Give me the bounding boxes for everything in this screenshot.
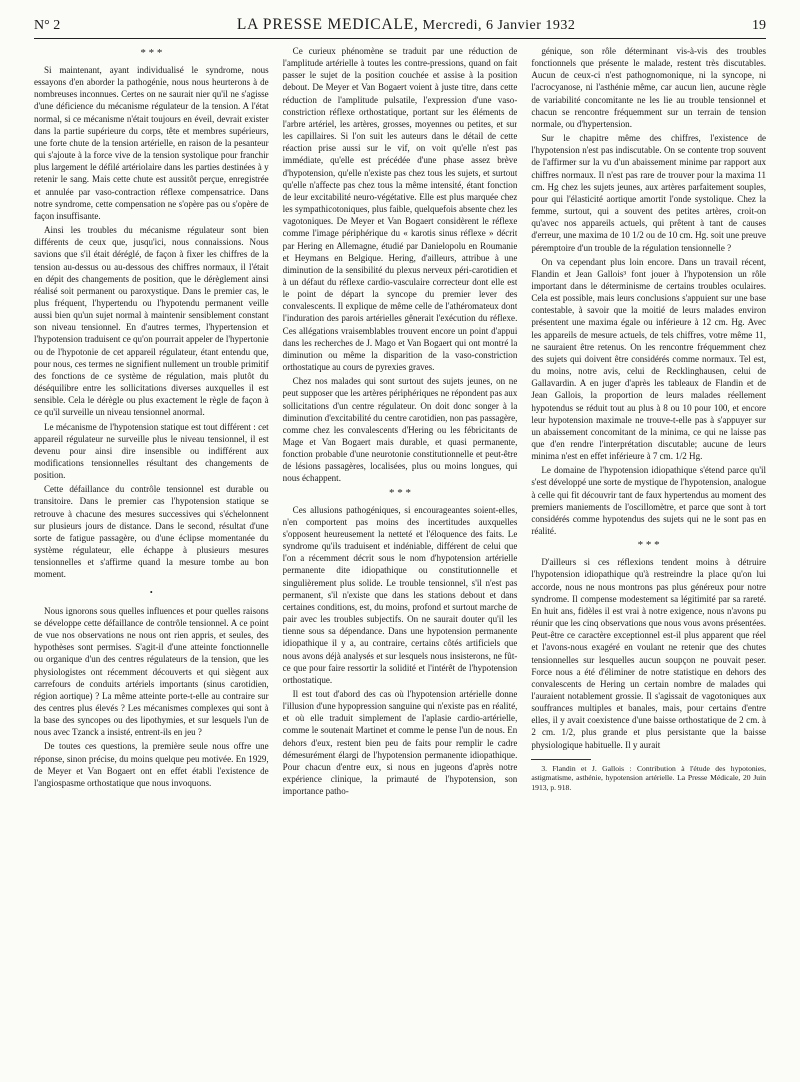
journal-title <box>237 16 576 34</box>
paragraph: génique, son rôle déterminant vis-à-vis des troubles fonctionnels que présente le malade, restent très discutables. Aucun de ceux-ci n'est pathognomonique, ni la syncope, ni l'acrocyanose, ni l'asthénie même, car aucun lien, aucune règle de variabilité concomitante ne les lie au trouble tensionnel et chacun se rencontre fréquemment sur un terrain de tension normale, ou d'hypertension. <box>531 46 767 129</box>
issue-number: N° 2 <box>34 18 61 33</box>
paragraph: Il est tout d'abord des cas où l'hypotension artérielle donne l'illusion d'une hypopression sanguine qui n'existe pas en réalité, et où elle traduit simplement de l'aplasie cardio-artérielle, comme le soutenait Martinet et comme le pense l'un de nous. En dehors d'eux, restent bien peu de faits pour remplir le cadre démesurément élargi de l'hypotension permanente idiopathique. Pour chacun d'entre eux, si nous en jugeons d'après notre expérience clinique, la primauté de l'hypotension, son importance patho- <box>282 688 518 797</box>
page-number: 19 <box>751 18 766 33</box>
paragraph: Ce curieux phénomène se traduit par une réduction de l'amplitude artérielle à toutes les contre-pressions, quand on fait passer le sujet de la position couchée et assise à la position debout. De Meyer et Van Bogaert voient à juste titre, dans cette réduction de l'amplitude pulsatile, l'expression d'une vaso-constriction réflexe orthostatique, portant sur les éléments de l'arbre artériel, les artères, grosses, moyennes ou petites, et sur les capillaires. Si l'on suit les auteurs dans le détail de cette réaction prise aussi sur le vif, on voit qu'elle n'est pas immédiate, qu'elle est précédée d'une phase assez brève d'hypotension, qu'elle n'existe pas chez tous les sujets, et surtout qu'elle n'affecte pas chez tous la même intensité, étant fonction de leur excitabilité neuro-végétative. Elle est plus marquée chez les sympathicotoniques, plus faible, quelquefois absente chez les vagotoniques. De Meyer et Van Bogaert considèrent le réflexe comme l'image périphérique du « karotis sinus réflexe » décrit par Hering en Allemagne, étudié par Danielopolu en Roumanie et Heymans en Belgique. Hering, d'ailleurs, attribue à une diminution de la sensibilité du plexus nerveux péri-carotidien et à un défaut du réflexe cardio-vasculaire correcteur dont elle est le point de départ la syncope du premier lever des convalescents. Il explique de même celle de l'athéromateux dont l'induration des parois artérielles gênerait l'exécution du réflexe. Ces allégations vraisemblables trouvent encore un point d'appui dans les recherches de J. Mago et Van Bogaert qui ont montré la diminution ou même la disparition de la vaso-constriction orthostatique au cours de pyrexies graves. <box>282 46 518 373</box>
paragraph: D'ailleurs si ces réflexions tendent moins à détruire l'hypotension idiopathique qu'à restreindre la place qu'on lui accorde, nous ne nous montrons pas plus généreux pour notre syndrome. Il compense modestement sa légitimité par sa rareté. En huit ans, fidèles il est vrai à notre exigence, nous n'avons pu réunir que les cinq observations que nous vous avons présentées. Peut-être ce caractère exceptionnel est-il plus apparent que réel et l'avons-nous exagéré en voulant ne retenir que des chutes tensionnelles sur lesquelles aucun soupçon ne pouvait peser. Force nous a été d'éliminer de notre statistique en dehors des convalescents de Hering un certain nombre de malades qui l'auraient notablement grossie. Il s'agissait de vagotoniques aux souffrances multiples et banales, mais, pour certains d'entre elles, il y avait coexistence d'une baisse orthostatique de 2 cm. à 2 cm. 1/2, plus grande et plus persistante que la baisse physiologique habituelle. Il y aurait <box>531 557 767 750</box>
paragraph: De toutes ces questions, la première seule nous offre une réponse, sinon précise, du moins quelque peu motivée. En 1929, de Meyer et Van Bogaert ont en effet établi l'existence de l'angiospasme orthostatique que nous invoquons. <box>34 741 269 788</box>
paragraph: Si maintenant, ayant individualisé le syndrome, nous essayons d'en aborder la pathogénie, nous nous heurterons à de nombreuses inconnues. Certes on ne saurait nier qu'il ne s'agisse d'une déficience du mécanisme régulateur de la tension. A l'état normal, si ce mécanisme n'était toujours en éveil, devrait exister dans la partie supérieure du corps, tête et membres supérieurs, une forte chute de la tension artérielle, en raison de la pesanteur qui s'ajoute à la force vive de la tension systolique pour franchir plus largement le défilé artériolaire dans les parties destinées à y retenir le sang. Mais cette chute est aussitôt perçue, enregistrée et annulée par vaso-contraction réflexe compensatrice. Dans notre syndrome, cette compensation ne s'opère pas ou s'opère de façon insuffisante. <box>34 65 269 221</box>
paragraph: Sur le chapitre même des chiffres, l'existence de l'hypotension n'est pas indiscutable. On se contente trop souvent de l'affirmer sur la vu d'un abaissement minime par rapport aux chiffres normaux. Il n'est pas rare de trouver pour la maxima 11 cm. Hg chez les sujets jeunes, aux artères parfaitement souples, pour qui l'élasticité aortique amortit l'onde systolique. Chez la femme, surtout, qui a souvent des petites artères, croit-on qu'avec nos appareils actuels, qui prêtent à tant de causes d'erreur, une maxima de 10 1/2 ou de 10 cm. Hg. soit une preuve péremptoire d'un trouble de la régulation tensionnelle ? <box>531 133 767 253</box>
journal-name: LA PRESSE MEDICALE, <box>236 16 419 33</box>
paragraph: Le domaine de l'hypotension idiopathique s'étend parce qu'il s'est développé une sorte de mystique de l'hypotension, analogue à celle qui fit découvrir tant de faux hypertendus au moment des premiers maniements de l'oscillomètre, et parce que sont à tort considérés comme hypotendus des sujets qui ne le sont pas en réalité. <box>531 465 767 537</box>
footnote: 3. Flandin et J. Gallois : Contribution à l'étude des hypotonies, astigmatisme, asthénie, hypotension artérielle. La Presse Médicale, 20 Juin 1913, p. 918. <box>531 763 767 792</box>
paragraph: Nous ignorons sous quelles influences et pour quelles raisons se développe cette défaillance de contrôle tensionnel. A ce point de vue nos observations ne nous ont rien appris, et seules, des hypothèses sont permises. S'agit-il d'une atteinte fonctionnelle ou organique d'un des centres régulateurs de la tension, que les physiologistes ont récemment découverts et qui siègent aux carrefours de conduits artériels importants (sinus carotidien, région aortique) ? La même atteinte porte-t-elle au contraire sur des centres plus élevés ? Les mécanismes complexes qui sont à la base des syncopes ou des lipothymies, et sur lesquels l'un de nous avec Tzanck a insisté, entrent-ils en jeu ? <box>34 605 269 738</box>
section-separator: * * * <box>140 47 163 59</box>
paragraph: Le mécanisme de l'hypotension statique est tout différent : cet appareil régulateur ne surveille plus le niveau tensionnel, il est devenu pour ainsi dire insensible ou indifférent aux modifications tensionnelles résultant des changements de position. <box>34 421 269 481</box>
paragraph: Cette défaillance du contrôle tensionnel est durable ou transitoire. Dans le premier cas l'hypotension statique se retrouve à chacune des mesures successives qui s'échelonnent sur plusieurs jours de distance. Dans le second, résultat d'une sorte de fatigue passagère, ou d'une éclipse momentanée du système régulateur, elle échappe à plusieurs mesures tensionnelles et s'affirme quand la mesure tombe au bon moment. <box>34 484 269 580</box>
column-2 <box>283 45 518 1075</box>
separator-dot: • <box>149 587 153 597</box>
paragraph: Ces allusions pathogéniques, si encourageantes soient-elles, n'en comportent pas moins des incertitudes auxquelles s'opposent heureusement la netteté et l'éloquence des faits. Le syndrome qu'ils traduisent et indéniable, différent de celui que l'on a récemment décrit sous le nom d'hypotension artérielle permanente dite idiopathique ou constitutionnelle et singulièrement plus solide. Le trouble tensionnel, s'il n'est pas permanent, s'il n'existe que dans les stations debout et dans certaines conditions, est, du moins, profond et surtout marche de pair avec les troubles subjectifs. On ne saurait douter qu'il les tienne sous sa dépendance. Dans une hypotension permanente idiopathique il y a, au contraire, certains côtés artificiels que nous avons déjà analysés et sur lesquels nous insisterons, ne fût-ce que pour faire ressortir la solidité et l'intérêt de l'hypotension orthostatique. <box>282 504 518 685</box>
paragraph: Ainsi les troubles du mécanisme régulateur sont bien différents de ceux que, jusqu'ici, nous connaissions. Nous savions que s'il était déréglé, de façon à fixer les chiffres de la tension au-dessus ou au-dessous des chiffres normaux, il l'était en dépit des changements de position, que le dérèglement ainsi réalisé soit permanent ou paroxystique. Dans le premier cas, le plus fréquent, l'hypertendu ou l'hypotendu permanent veille aussi bien qu'un sujet normal à maintenir sensiblement constant son niveau tensionnel. En d'autres termes, l'hypertension et l'hypotension traduisent ce qu'on pourrait appeler de l'hypertonie ou de l'hypotonie de cet appareil régulateur, étant entendu que, pour nous, ces termes ne signifient nullement un trouble primitif des fonctions de ce système de régulation, mais plutôt du déséquilibre entre les sollicitations diverses auxquelles il est sensible. Cela le dérègle ou plus exactement le règle de façon à ce qu'il surveille un niveau tensionnel anormal. <box>34 225 269 418</box>
column-3 <box>531 45 766 1075</box>
paragraph: On va cependant plus loin encore. Dans un travail récent, Flandin et Jean Gallois³ font jouer à l'hypotension un rôle important dans le déterminisme de certains troubles oculaires. Cela est possible, mais leurs conclusions s'appuient sur une base contestable, à savoir que la moitié de leurs malades environ présentent une maxima égale ou inférieure à 12 cm. Hg. Avec les appareils de mesure actuels, de tels chiffres, votre même 11, ne sauraient être retenus. On les rencontre fréquemment chez des sujets qui doivent être considérés comme normaux. Tel est, du moins, notre avis, celui de Recklinghausen, celui de Gallavardin. A en juger d'après les tableaux de Flandin et de Jean Gallois, la proportion de leurs malades réellement hypotendus se réduit tout au plus à 8 ou 10 pour 100, et encore leur hypotension maximale ne trouve-t-elle pas à s'appuyer sur un abaissement concomitant de la minima, ce qui ne laisse pas que d'en rendre l'interprétation discutable; aucune de leurs minima n'est en effet inférieure à 7 cm. 1/2 Hg. <box>531 256 767 462</box>
section-separator: * * * <box>637 539 660 552</box>
page-header <box>34 16 766 39</box>
article-columns <box>34 45 766 1075</box>
issue-date: Mercredi, 6 Janvier 1932 <box>422 18 576 33</box>
paragraph: Chez nos malades qui sont surtout des sujets jeunes, on ne peut supposer que les artères périphériques ne répondent pas aux sollicitations d'un centre régulateur. On doit donc songer à la diminution d'excitabilité du centre carotidien, non pas passagère, comme chez les convalescents d'Hering ou les fébricitants de Mage et Van Bogaert mais durable, et quasi permanente, fonction probable d'une neurotonie constitutionnelle et peut-être de lésions passagères, localisées, plus ou moins longues, qui nous échappent. <box>282 376 518 484</box>
column-1 <box>34 45 269 1075</box>
section-separator: * * * <box>389 486 411 499</box>
footnote-rule <box>531 759 591 760</box>
